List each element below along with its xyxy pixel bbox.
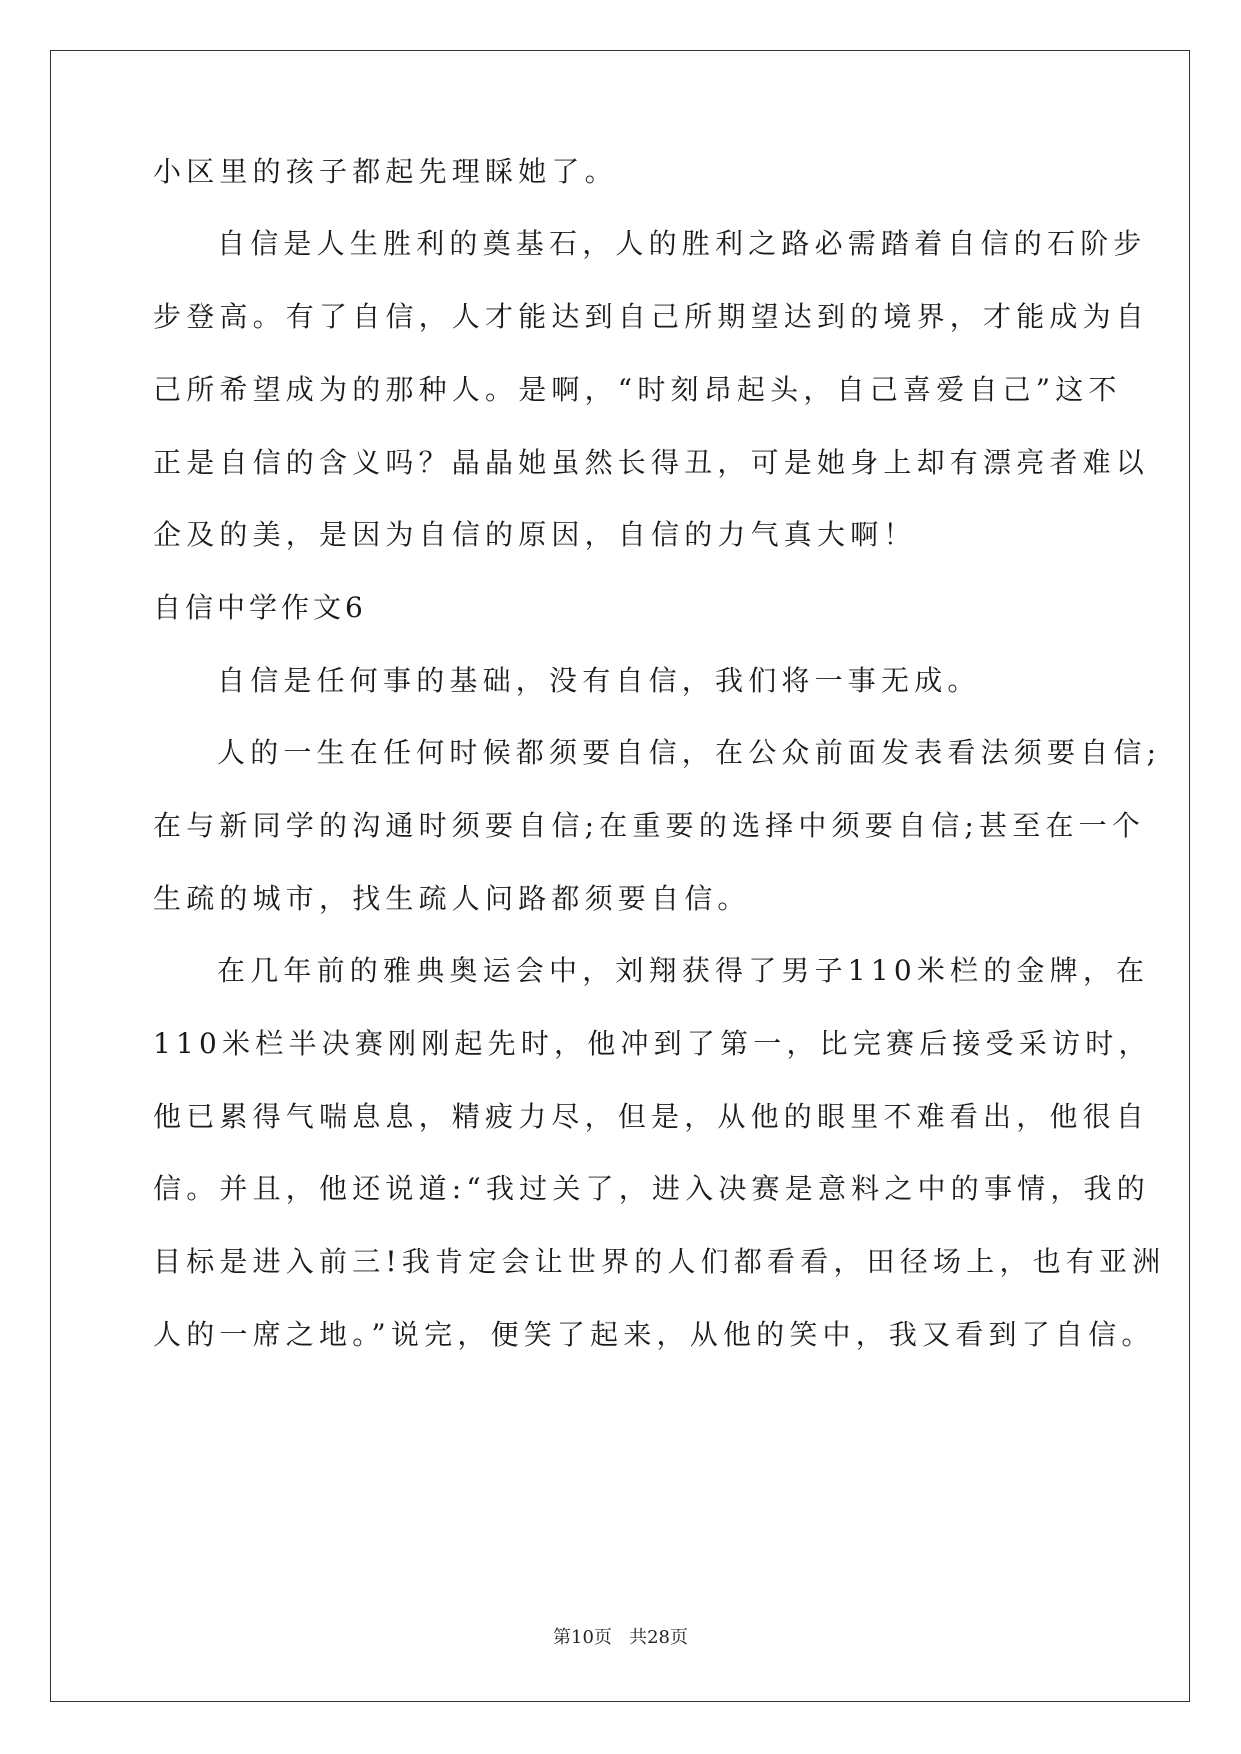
text-line: 小区里的孩子都起先理睬她了。	[153, 155, 618, 188]
text-line: 生疏的城市，找生疏人问路都须要自信。	[153, 882, 751, 915]
paragraph-line: 在几年前的雅典奥运会中，刘翔获得了男子110米栏的金牌，在	[217, 954, 1150, 987]
text-line: 企及的美，是因为自信的原因，自信的力气真大啊！	[153, 518, 917, 551]
text-line: 目标是进入前三!我肯定会让世界的人们都看看，田径场上，也有亚洲	[153, 1245, 1166, 1278]
text-line: 正是自信的含义吗？晶晶她虽然长得丑，可是她身上却有漂亮者难以	[153, 446, 1150, 479]
text-line: 己所希望成为的那种人。是啊，“时刻昂起头，自己喜爱自己”这不	[153, 373, 1122, 406]
paragraph-line: 自信是人生胜利的奠基石，人的胜利之路必需踏着自信的石阶步	[217, 227, 1147, 260]
paragraph-line: 自信是任何事的基础，没有自信，我们将一事无成。	[217, 664, 981, 697]
page-number-footer: 第10页 共28页	[553, 1627, 688, 1648]
text-line: 步登高。有了自信，人才能达到自己所期望达到的境界，才能成为自	[153, 300, 1150, 333]
text-line: 信。并且，他还说道:“我过关了，进入决赛是意料之中的事情，我的	[153, 1172, 1150, 1205]
text-line: 110米栏半决赛刚刚起先时，他冲到了第一，比完赛后接受采访时，	[153, 1027, 1152, 1060]
paragraph-line: 人的一生在任何时候都须要自信，在公众前面发表看法须要自信;	[217, 736, 1162, 769]
text-line: 在与新同学的沟通时须要自信;在重要的选择中须要自信;甚至在一个	[153, 809, 1146, 842]
text-line: 他已累得气喘息息，精疲力尽，但是，从他的眼里不难看出，他很自	[153, 1100, 1150, 1133]
section-heading: 自信中学作文6	[153, 591, 367, 624]
text-line: 人的一席之地。”说完，便笑了起来，从他的笑中，我又看到了自信。	[153, 1318, 1155, 1351]
